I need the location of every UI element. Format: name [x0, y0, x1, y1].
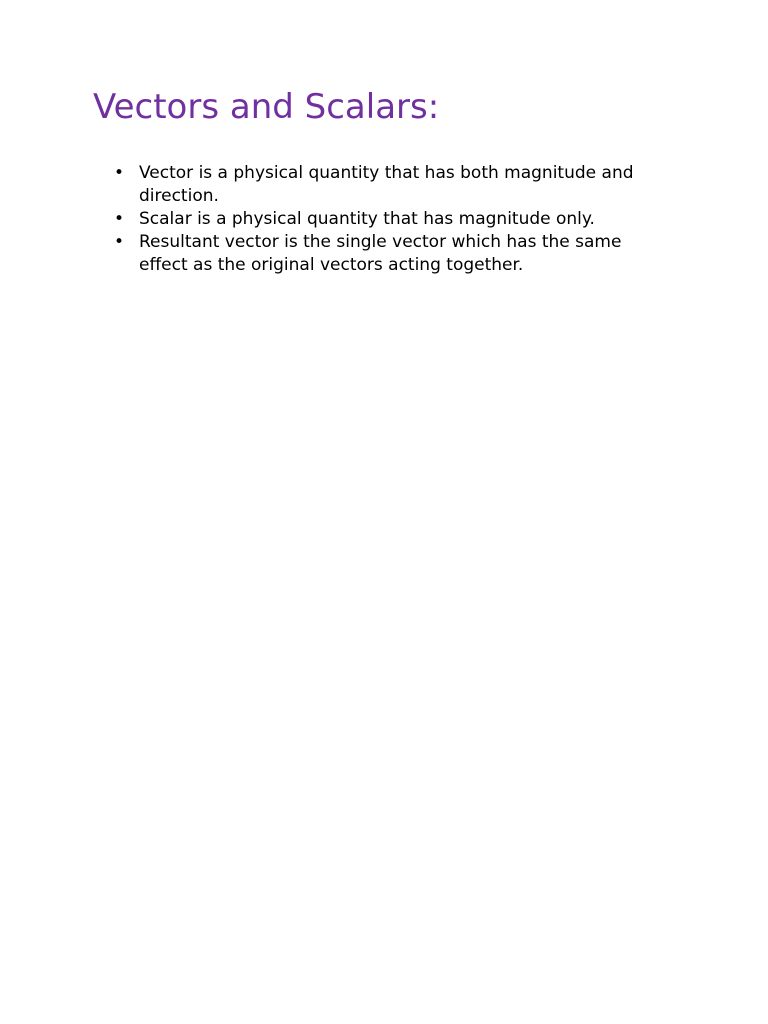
- list-item-text: Resultant vector is the single vector which has the same effect as the original vectors acting together.: [139, 232, 622, 275]
- bullet-list: [0, 162, 768, 277]
- page-title: Vectors and Scalars:: [93, 87, 440, 127]
- bullet-dot-icon: •: [114, 209, 125, 229]
- list-item-text: Vector is a physical quantity that has both magnitude and direction.: [139, 163, 634, 206]
- bullet-dot-icon: •: [114, 163, 125, 183]
- list-item: [0, 208, 669, 231]
- list-item: [0, 231, 669, 277]
- bullet-dot-icon: •: [114, 232, 125, 252]
- list-item: [0, 162, 669, 208]
- list-item-text: Scalar is a physical quantity that has magnitude only.: [139, 209, 595, 229]
